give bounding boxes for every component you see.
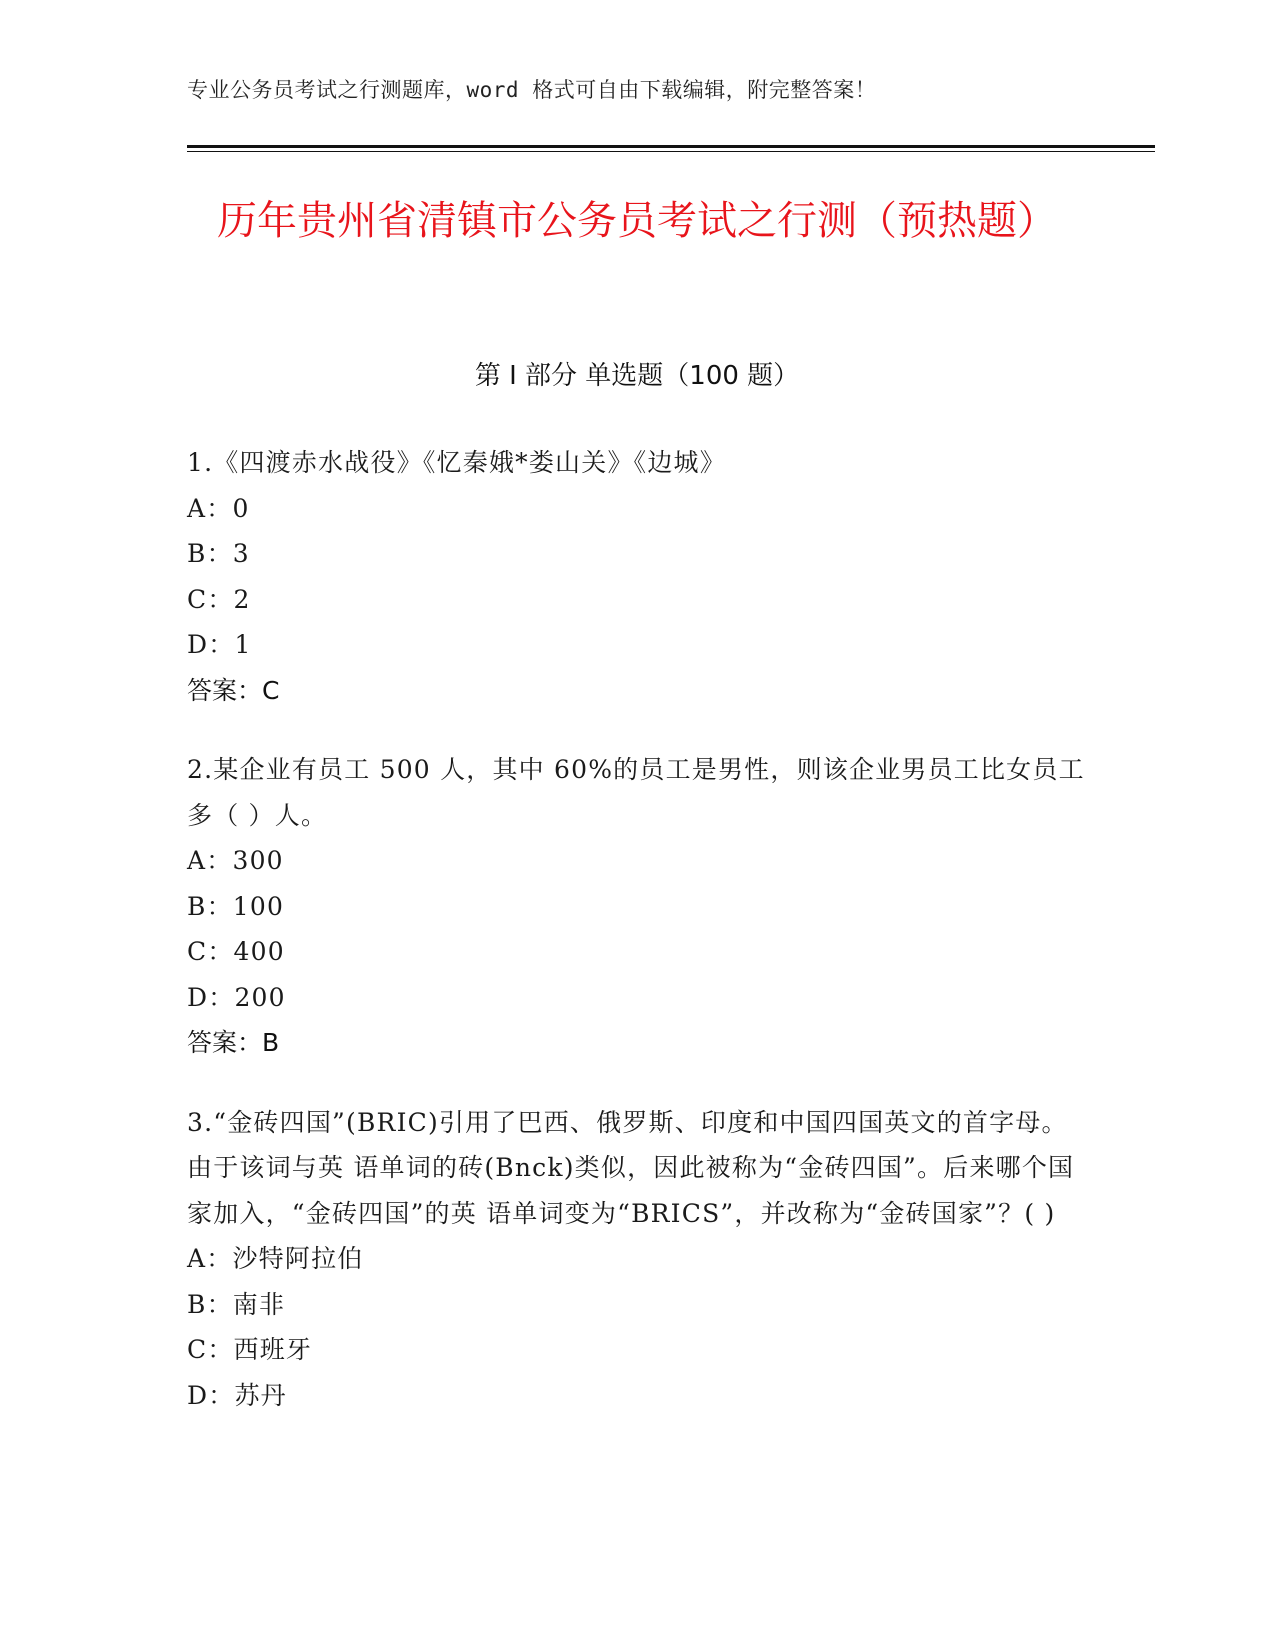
option-a	[187, 1236, 1087, 1282]
option-text: 0	[232, 493, 250, 523]
question-list	[187, 440, 1087, 1452]
option-b	[187, 531, 1087, 577]
option-b	[187, 884, 1087, 930]
option-a	[187, 838, 1087, 884]
option-letter: D：	[187, 982, 235, 1012]
option-text: 南非	[232, 1289, 286, 1319]
question-1	[187, 440, 1087, 713]
option-text: 苏丹	[234, 1380, 287, 1410]
option-letter: C：	[187, 1335, 234, 1364]
option-letter: B：	[187, 539, 233, 568]
option-text: 2	[233, 584, 251, 614]
option-letter: A：	[187, 1244, 233, 1273]
option-letter: C：	[187, 584, 234, 614]
question-3	[187, 1100, 1087, 1419]
option-letter: D：	[187, 1380, 235, 1410]
header-note: 专业公务员考试之行测题库，word 格式可自由下载编辑，附完整答案！	[187, 78, 877, 102]
option-d	[187, 975, 1087, 1021]
option-letter: B：	[187, 1289, 233, 1319]
header-divider-thin	[187, 151, 1155, 152]
option-text: 400	[233, 937, 285, 966]
section-title: 第 I 部分 单选题（100 题）	[474, 361, 800, 391]
option-text: 沙特阿拉伯	[232, 1244, 364, 1273]
option-c	[187, 577, 1087, 623]
option-letter: C：	[187, 937, 234, 966]
question-stem: 1.《四渡赤水战役》《忆秦娥*娄山关》《边城》	[187, 448, 726, 477]
option-text: 3	[232, 539, 250, 568]
answer-line: 答案：C	[187, 675, 280, 705]
question-2	[187, 747, 1087, 1066]
header-divider	[187, 145, 1155, 148]
option-a	[187, 486, 1087, 532]
question-stem: 2.某企业有员工 500 人，其中 60%的员工是男性，则该企业男员工比女员工多（ ）人。	[187, 755, 1085, 830]
option-letter: A：	[187, 493, 233, 523]
option-b	[187, 1282, 1087, 1328]
option-c	[187, 1327, 1087, 1373]
option-letter: D：	[187, 630, 235, 659]
question-stem: 3.“金砖四国”(BRIC)引用了巴西、俄罗斯、印度和中国四国英文的首字母。由于该词与英 语单词的砖(Bnck)类似，因此被称为“金砖四国”。后来哪个国家加入，“金砖四国”的英 语单词变为“BRICS”，并改称为“金砖国家”？( )	[187, 1107, 1075, 1228]
option-letter: B：	[187, 891, 233, 921]
option-text: 300	[232, 846, 284, 875]
option-d	[187, 622, 1087, 668]
option-letter: A：	[187, 846, 233, 875]
option-text: 100	[232, 891, 285, 921]
document-title: 历年贵州省清镇市公务员考试之行测（预热题）	[217, 198, 1057, 244]
option-d	[187, 1373, 1087, 1419]
option-c	[187, 929, 1087, 975]
answer-line: 答案：B	[187, 1028, 280, 1057]
option-text: 1	[234, 630, 252, 659]
option-text: 200	[234, 982, 286, 1012]
option-text: 西班牙	[233, 1335, 313, 1364]
